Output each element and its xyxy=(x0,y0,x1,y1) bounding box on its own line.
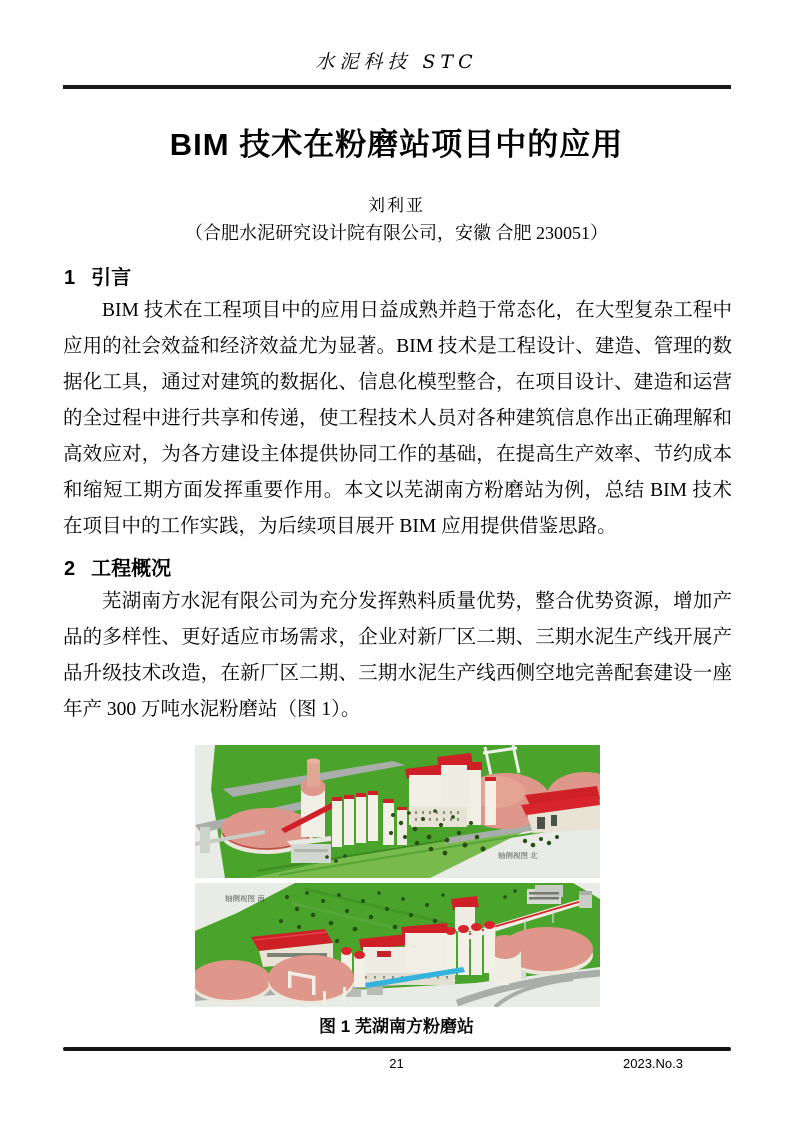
view-label-north: 轴侧视图 北 xyxy=(498,851,538,860)
section-2-paragraph: 芜湖南方水泥有限公司为充分发挥熟料质量优势，整合优势资源，增加产品的多样性、更好适应市场需求，企业对新厂区二期、三期水泥生产线开展产品升级技术改造，在新厂区二期、三期水泥生产线西侧空地完善配套建设一座年产 300 万吨水泥粉磨站（图 1）。 xyxy=(63,591,732,720)
journal-title: 水泥科技 STC xyxy=(315,51,478,73)
issue-label: 2023.No.3 xyxy=(623,1056,683,1071)
footer-rule xyxy=(63,1047,731,1051)
article-title: BIM 技术在粉磨站项目中的应用 xyxy=(169,127,624,162)
section-heading-2 xyxy=(64,552,171,581)
section-title: 引言 xyxy=(91,267,132,289)
section-heading-1 xyxy=(64,261,131,290)
section-number: 1 xyxy=(64,267,76,289)
figure-render-north xyxy=(195,745,600,878)
article-author: 刘利亚 xyxy=(368,196,425,215)
figure-1 xyxy=(195,745,600,1007)
section-title: 工程概况 xyxy=(91,558,172,580)
section-number: 2 xyxy=(64,558,76,580)
figure-render-south xyxy=(195,883,600,1007)
article-affiliation: （合肥水泥研究设计院有限公司，安徽 合肥 230051） xyxy=(185,223,608,243)
header-rule xyxy=(63,85,731,89)
view-label-south: 轴侧视图 南 xyxy=(225,894,265,903)
page-number: 21 xyxy=(389,1056,404,1071)
figure-caption: 图 1 芜湖南方粉磨站 xyxy=(319,1017,474,1036)
section-1-paragraph: BIM 技术在工程项目中的应用日益成熟并趋于常态化，在大型复杂工程中应用的社会效益和经济效益尤为显著。BIM 技术是工程设计、建造、管理的数据化工具，通过对建筑的数据化、信息化模型整合，在项目设计、建造和运营的全过程中进行共享和传递，使工程技术人员对各种建筑信息作出正确理解和高效应对，为各方建设主体提供协同工作的基础，在提高生产效率、节约成本和缩短工期方面发挥重要作用。本文以芜湖南方粉磨站为例，总结 BIM 技术在项目中的工作实践，为后续项目展开 BIM 应用提供借鉴思路。 xyxy=(63,300,732,537)
